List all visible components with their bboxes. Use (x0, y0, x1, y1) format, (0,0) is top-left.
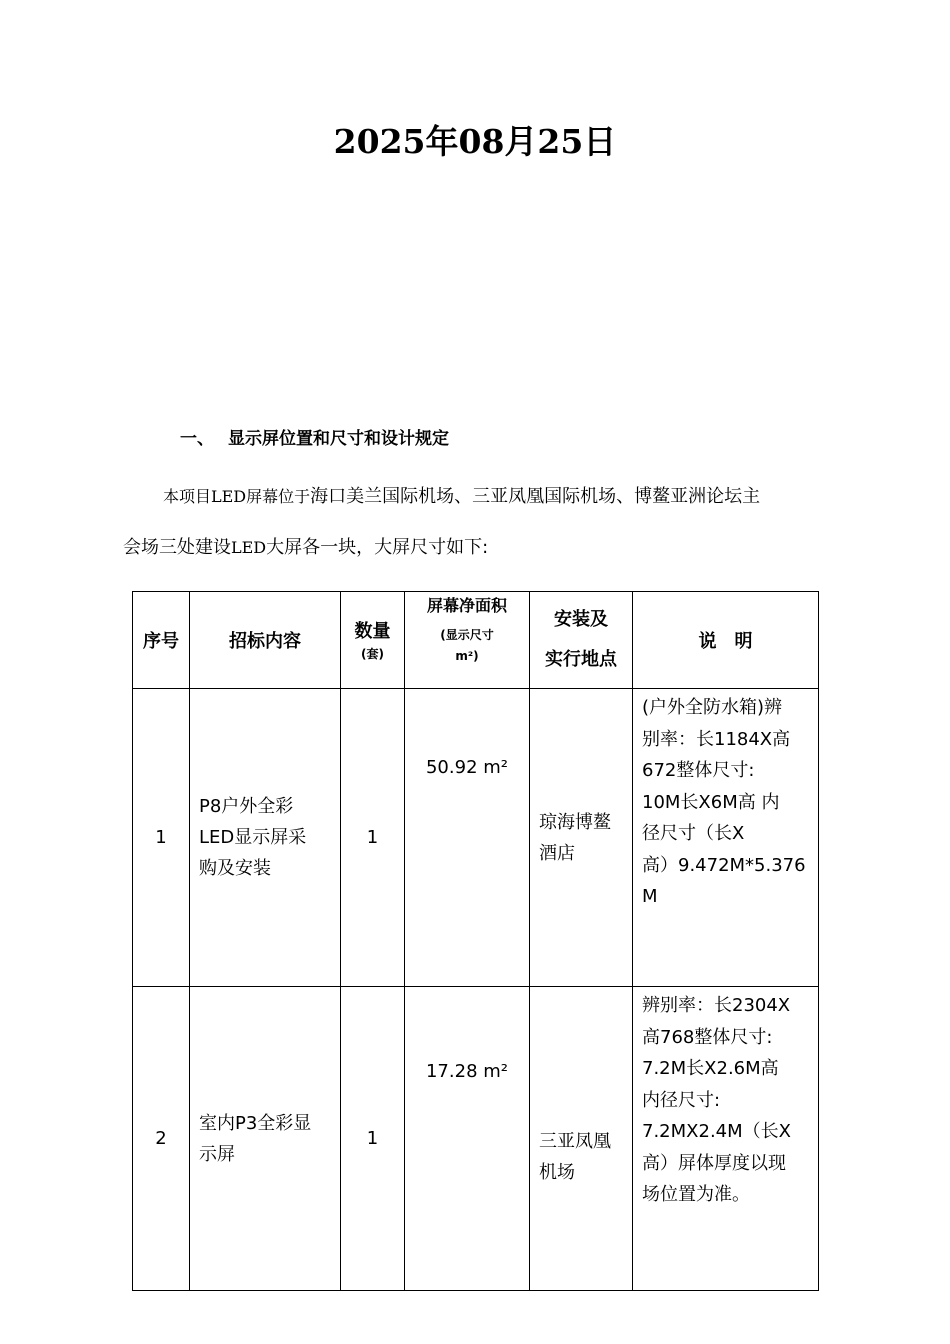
paragraph-line-1 (163, 482, 760, 508)
row-seq: 2 (133, 987, 190, 1291)
row-area: 17.28 m² (405, 987, 530, 1291)
row-location (530, 689, 633, 987)
header-area-sub: (显示尺寸 (440, 628, 494, 642)
row-note-line: 7.2M长X2.6M高 (642, 1058, 779, 1079)
row-note (633, 987, 819, 1291)
spec-table (132, 591, 819, 1291)
paragraph-text: 海口美兰国际机场、三亚凤凰国际机场、博鳌亚洲论坛主 (310, 486, 761, 507)
paragraph-text: LED (231, 538, 267, 557)
row-content-line: 室内P3全彩显 (199, 1112, 312, 1134)
header-qty (341, 592, 405, 689)
header-note: 说 明 (633, 592, 819, 689)
row-location-line: 酒店 (539, 842, 575, 864)
row-note-line: 7.2MX2.4M（长X (642, 1121, 791, 1142)
row-note-line: 10M长X6M高 内 (642, 791, 780, 813)
row-location-line: 琼海博鳌 (539, 811, 611, 833)
document-date-title: 2025年08月25日 (333, 122, 617, 161)
header-content: 招标内容 (190, 592, 341, 689)
row-qty: 1 (341, 987, 405, 1291)
row-location-line: 机场 (539, 1161, 575, 1183)
header-area (405, 592, 530, 689)
row-content (190, 987, 341, 1291)
row-note-line: 别率：长1184X高 (642, 728, 791, 750)
row-content-line: LED显示屏采 (199, 827, 307, 848)
row-note-line: 场位置为准。 (642, 1184, 750, 1205)
header-qty-label: 数量 (354, 620, 391, 642)
header-qty-unit: (套) (361, 646, 384, 661)
row-content (190, 689, 341, 987)
header-seq: 序号 (133, 592, 190, 689)
row-note-line: 高）屏体厚度以现 (642, 1152, 786, 1174)
section-heading (180, 424, 449, 449)
row-note-line: 径尺寸（长X (642, 823, 745, 844)
row-note-line: 672整体尺寸: (642, 760, 755, 781)
table-row (133, 987, 819, 1291)
row-content-line: P8户外全彩 (199, 796, 294, 817)
row-note-line: 辨别率：长2304X (642, 995, 791, 1016)
row-content-line: 购及安装 (199, 858, 271, 879)
row-location-line: 三亚凤凰 (539, 1130, 611, 1152)
row-note-line: M (642, 886, 658, 907)
row-note (633, 689, 819, 987)
header-location-label: 安装及 (554, 609, 608, 630)
section-title: 显示屏位置和尺寸和设计规定 (228, 429, 449, 449)
row-location (530, 987, 633, 1291)
header-area-label: 屏幕净面积 (426, 596, 507, 615)
row-note-line: 高）9.472M*5.376 (642, 854, 806, 876)
table-header-row (133, 592, 819, 689)
section-number: 一、 (180, 429, 214, 449)
table-row (133, 689, 819, 987)
row-qty: 1 (341, 689, 405, 987)
header-area-sub: m²) (455, 649, 479, 663)
paragraph-text: 会场三处建设 (123, 537, 231, 558)
row-note-line: 高768整体尺寸: (642, 1026, 773, 1048)
row-seq: 1 (133, 689, 190, 987)
paragraph-text: 本项目LED屏幕位于 (163, 487, 311, 506)
header-location-label: 实行地点 (545, 649, 617, 670)
row-area: 50.92 m² (405, 689, 530, 987)
row-note-line: (户外全防水箱)辨 (642, 697, 783, 718)
row-content-line: 示屏 (199, 1143, 235, 1165)
row-note-line: 内径尺寸: (642, 1089, 721, 1111)
paragraph-line-2 (123, 533, 488, 559)
paragraph-text: 大屏各一块，大屏尺寸如下: (266, 537, 489, 558)
header-location (530, 592, 633, 689)
